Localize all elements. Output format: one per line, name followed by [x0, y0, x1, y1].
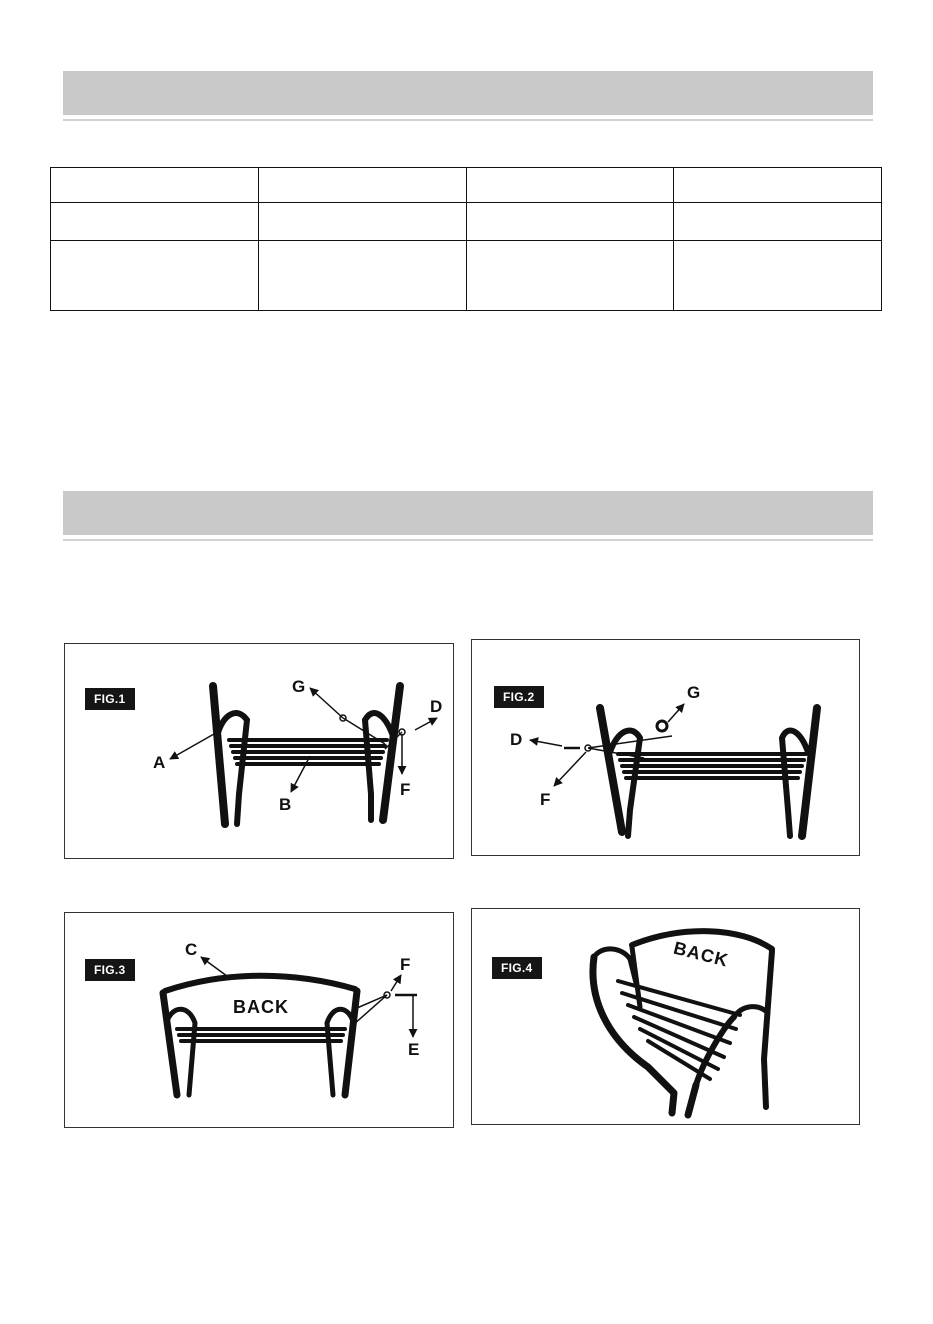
- table-cell: [258, 203, 466, 241]
- table-cell: [674, 203, 882, 241]
- section-header-rule-2: [63, 539, 873, 541]
- section-header-bar-2: [63, 491, 873, 535]
- table-cell: [674, 241, 882, 311]
- table-cell: [51, 168, 259, 203]
- figure-3-bench-illustration: [65, 913, 453, 1127]
- table-cell: [674, 168, 882, 203]
- figure-3: [64, 912, 454, 1128]
- figure-1-bench-illustration: [65, 644, 453, 858]
- figure-2-label-f: F: [540, 790, 551, 809]
- figure-2: [471, 639, 860, 856]
- figure-3-back-panel-text: BACK: [233, 997, 289, 1017]
- figure-1-tag: FIG.1: [85, 688, 135, 710]
- figure-4-tag: FIG.4: [492, 957, 542, 979]
- figure-3-label-e: E: [408, 1040, 420, 1059]
- figure-3-label-f: F: [400, 955, 411, 974]
- figure-1-label-f: F: [400, 780, 411, 799]
- spec-table: [50, 167, 882, 311]
- table-cell: [51, 203, 259, 241]
- figure-2-label-d: D: [510, 730, 523, 749]
- table-cell: [258, 168, 466, 203]
- figure-2-label-g: G: [687, 683, 701, 702]
- figure-1-label-d: D: [430, 697, 443, 716]
- figure-3-label-c: C: [185, 940, 198, 959]
- table-cell: [466, 168, 674, 203]
- figure-4: [471, 908, 860, 1125]
- table-cell: [258, 241, 466, 311]
- figure-1: [64, 643, 454, 859]
- figure-1-label-g: G: [292, 677, 306, 696]
- section-header-rule-1: [63, 119, 873, 121]
- figure-1-label-b: B: [279, 795, 292, 814]
- table-cell: [51, 241, 259, 311]
- figure-2-bench-illustration: [472, 640, 859, 855]
- section-header-bar-1: [63, 71, 873, 115]
- figure-4-bench-illustration: [472, 909, 859, 1124]
- figure-2-tag: FIG.2: [494, 686, 544, 708]
- table-cell: [466, 203, 674, 241]
- figure-1-label-a: A: [153, 753, 166, 772]
- figure-4-back-panel-text: BACK: [671, 937, 731, 971]
- figure-3-tag: FIG.3: [85, 959, 135, 981]
- table-cell: [466, 241, 674, 311]
